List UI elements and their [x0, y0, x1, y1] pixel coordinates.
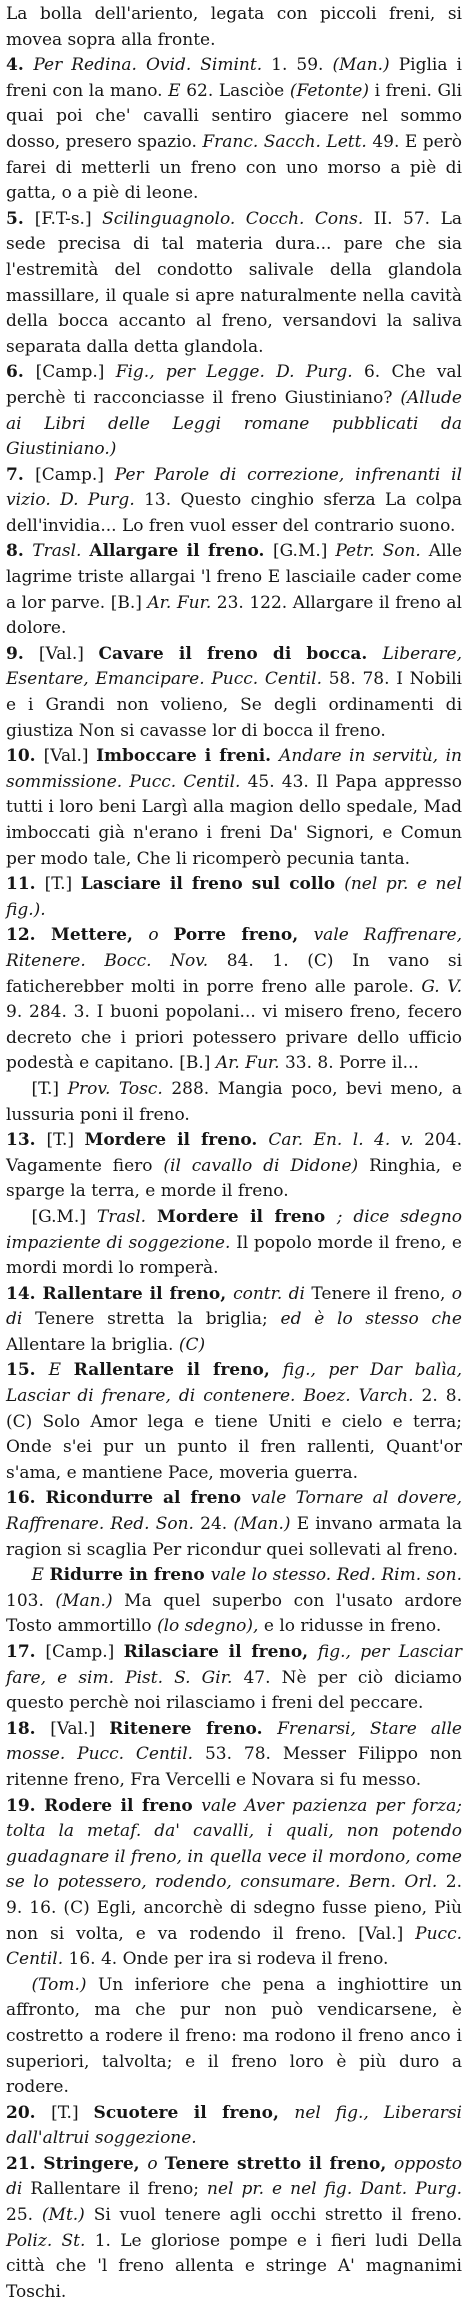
italic-text: Per Parole di correzione, infrenanti il vizio. D. Purg. — [6, 464, 462, 511]
entry-14-rallentare — [6, 1282, 462, 1359]
italic-text: Petr. Son. — [335, 541, 429, 562]
entry-text: II. 57. La sede precisa di tal materia dura... pare che sia l'estremità del condotto salivale della glandola massillare, il quale si apre naturalmente nella cavità della bocca accanto al freno, versandovi la saliva separata dalla detta glandola. — [6, 208, 462, 357]
italic-text: Trasl. — [96, 1206, 158, 1227]
entry-headword: 18. — [6, 1718, 51, 1739]
entry-text: 288. Mangia poco, bevi meno, a lussuria poni il freno. — [6, 1078, 462, 1125]
entry-13-trasl — [6, 1205, 462, 1282]
italic-text: (Tom.) — [31, 1974, 98, 1995]
entry-text: 16. 4. Onde per ira si rodeva il freno. — [68, 1949, 389, 1970]
entry-20-scuotere — [6, 2101, 462, 2152]
italic-text: (lo sdegno), — [156, 1616, 264, 1637]
italic-text: Poliz. St. — [6, 2230, 95, 2251]
entry-text: [Camp.] — [35, 464, 115, 485]
entry-text: [T.] — [46, 1130, 85, 1151]
entry-headword: Mordere il freno. — [84, 1130, 269, 1151]
entry-text: Ma quel superbo con l'usato ardore Tosto ammortillo — [6, 1590, 462, 1637]
entry-text: Rallentare il freno; — [30, 2179, 208, 2200]
italic-text: (Man.) — [332, 55, 399, 76]
entry-text: [Val.] — [43, 746, 97, 767]
entry-headword: Allargare il freno. — [89, 541, 273, 562]
entry-text: 2. 9. 16. (C) Egli, ancorchè di sdegno fusse pieno, Più non si volta, e va rodendo il freno. [Val.] — [6, 1872, 462, 1944]
entry-text: [Val.] — [38, 643, 99, 664]
entry-headword: Imboccare i freni. — [96, 746, 280, 767]
entry-headword: 5. — [6, 208, 35, 229]
entry-6-legge — [6, 360, 462, 462]
italic-text: contr. di — [233, 1283, 312, 1304]
entry-headword: 17. — [6, 1642, 46, 1662]
italic-text: Prov. Tosc. — [67, 1078, 172, 1099]
entry-text: i freni. Gli quai poi che' cavalli sentiro giacere nel sommo dosso, presero spazio. — [6, 80, 462, 152]
italic-text: Car. En. l. 4. v. — [268, 1130, 425, 1151]
italic-text: Liberare, Esentare, Emancipare. Pucc. Centil. — [6, 643, 462, 690]
entry-12-proverb — [6, 1077, 462, 1128]
entry-text: 62. Lasciòe — [186, 80, 290, 101]
entry-headword: 11. — [6, 874, 45, 895]
italic-text: (il cavallo di Didone) — [163, 1155, 370, 1176]
entry-headword: 20. — [6, 2102, 52, 2123]
entry-19-tom — [6, 1973, 462, 2101]
entry-text: 45. 43. Il Papa appresso tutti i loro beni Largì alla magion dello spedale, Mad imboccati già n'erano i freni Da' Signori, e Comun per modo tale, Che li ricomperò pecunia tanta. — [6, 771, 462, 869]
entry-text: [Camp.] — [35, 362, 116, 383]
entry-9-cavare — [6, 642, 462, 744]
italic-text: Ar. Fur. — [147, 592, 217, 613]
entry-text: Un inferiore che pena a inghiottire un affronto, ma che pur non può vendicarsene, è costretto a rodere il freno: ma rodono il freno anco i superiori, talvolta; e il freno loro è più duro a rodere. — [6, 1974, 462, 2098]
entry-headword: 4. — [6, 55, 34, 76]
italic-text: fig., per Lasciar fare, e sim. Pist. S. Gir. — [6, 1642, 463, 1688]
entry-headword: Tenere stretto il freno, — [164, 2153, 394, 2174]
italic-text: ; dice sdegno impaziente di soggezione. — [6, 1206, 463, 1253]
entry-headword: Porre freno, — [173, 925, 314, 946]
entry-text: [T.] — [51, 2102, 94, 2123]
italic-text: o — [148, 925, 174, 946]
entry-8-allargare — [6, 539, 462, 641]
entry-text: Allentare la briglia. — [6, 1334, 179, 1355]
entry-text: Alle lagrime triste allargai 'l freno E lasciaile cader come a lor parve. [B.] — [6, 541, 463, 613]
entry-text: 49. E però farei di metterli un freno con uno morso a piè di gatta, o a piè di leone. — [6, 131, 463, 204]
italic-text: Pucc. Centil. — [6, 1923, 462, 1970]
entry-text: [G.M.] — [31, 1206, 97, 1227]
entry-headword: 9. — [6, 643, 39, 664]
entry-16-ridurre — [6, 1563, 462, 1640]
entry-17-rilasciare — [6, 1640, 462, 1717]
entry-text: Tenere il freno, — [311, 1283, 452, 1304]
entry-10-imboccare — [6, 744, 462, 872]
entry-headword: 21. Stringere, — [6, 2153, 148, 2174]
italic-text: nel pr. e nel fig. Dant. Purg. — [207, 2179, 463, 2200]
entry-4-redina — [6, 53, 462, 207]
entry-19-rodere — [6, 1794, 462, 1973]
entry-text: 25. — [6, 2205, 42, 2226]
entry-headword: 15. — [6, 1360, 49, 1381]
entry-continuation — [6, 2, 462, 53]
entry-text: 204. Vagamente fiero — [6, 1130, 463, 1176]
italic-text: Fig., per Legge. D. Purg. — [115, 362, 364, 383]
entry-text: 2. 8. (C) Solo Amor lega e tiene Uniti e cielo e terra; Onde s'ei pur un punto il fren rallenti, Quant'or s'ama, e mantiene Pace, moveria guerra. — [6, 1386, 463, 1483]
italic-text: o di — [6, 1283, 463, 1330]
italic-text: fig., per Dar balìa, Lasciar di frenare, di contenere. Boez. Varch. — [6, 1360, 462, 1407]
entry-text: [T.] — [31, 1078, 68, 1099]
italic-text: (Mt.) — [41, 2205, 94, 2226]
italic-text: Franc. Sacch. Lett. — [202, 131, 373, 152]
italic-text: vale Tornare al dovere, Raffrenare. Red. Son. — [6, 1488, 463, 1535]
entry-text: 1. Le gloriose pompe e i fieri ludi Della città che 'l freno allenta e stringe A' magnanimi Toschi. — [6, 2230, 462, 2302]
entry-headword: 16. Ricondurre al freno — [6, 1488, 252, 1509]
italic-text: Per Redina. Ovid. Simint. — [33, 55, 272, 76]
entry-headword: 19. Rodere il freno — [6, 1795, 202, 1816]
entry-headword: 7. — [6, 464, 36, 485]
italic-text: (C) — [178, 1334, 206, 1355]
entry-text: Si vuol tenere agli occhi stretto il freno. — [93, 2205, 462, 2226]
entry-text: 6. Che val perchè ti racconciasse il freno Giustiniano? — [6, 362, 462, 408]
entry-12-mettere — [6, 923, 462, 1077]
entry-text: Ringhia, e sparge la terra, e morde il freno. — [6, 1155, 462, 1202]
italic-text: Frenarsi, Stare alle mosse. Pucc. Centil. — [6, 1718, 462, 1765]
italic-text: vale Aver pazienza per forza; tolta la metaf. da' cavalli, i quali, non potendo guadagnare il freno, in quella vece il mordono, come se lo potessero, rodendo, consumare. Bern. Orl. — [6, 1795, 462, 1893]
entry-headword: 14. Rallentare il freno, — [6, 1283, 234, 1304]
italic-text: ed è lo stesso che — [280, 1309, 462, 1330]
entry-21-stringere — [6, 2152, 462, 2305]
entry-11-lasciare — [6, 872, 462, 923]
entry-text: 24. — [200, 1514, 234, 1535]
italic-text: Scilinguagnolo. Cocch. Cons. — [102, 208, 374, 229]
entry-headword: Mordere il freno — [157, 1206, 337, 1227]
italic-text: E — [48, 1360, 74, 1381]
entry-13-mordere — [6, 1128, 462, 1205]
entry-text: 58. 78. I Nobili e i Grandi non volieno, Se degli ordinamenti di giustiza Non si cavasse lor di bocca il freno. — [6, 669, 462, 741]
italic-text: (nel pr. e nel fig.). — [6, 874, 463, 920]
entry-text: 53. 78. Messer Filippo non ritenne freno, Fra Vercelli e Novara si fu messo. — [6, 1744, 462, 1790]
entry-text: 9. 284. 3. I buoni popolani... vi misero freno, fecero decreto che i priori potessero privare dello ufficio podestà e capitano. [B.] — [6, 1002, 462, 1074]
entry-text: Il popolo morde il freno, e mordi mordi lo romperà. — [6, 1232, 462, 1279]
entry-text: 103. — [6, 1590, 56, 1611]
entry-text: [Camp.] — [45, 1642, 124, 1662]
entry-text: Piglia i freni con la mano. — [6, 55, 462, 101]
entry-text: Tenere stretta la briglia; — [35, 1309, 281, 1330]
italic-text: vale lo stesso. Red. Rim. son. — [210, 1565, 462, 1586]
entry-text: 1. 59. — [271, 55, 333, 76]
italic-text: opposto di — [6, 2153, 463, 2200]
entry-headword: 8. — [6, 541, 33, 562]
italic-text: Andare in servitù, in sommissione. Pucc. Centil. — [6, 746, 462, 792]
italic-text: o — [147, 2153, 165, 2174]
italic-text: Ar. Fur. — [215, 1053, 285, 1074]
entry-text: [Val.] — [50, 1718, 110, 1739]
entry-headword: Scuotere il freno, — [93, 2102, 295, 2123]
entry-headword: Rilasciare il freno, — [123, 1642, 318, 1662]
entry-headword: Cavare il freno di bocca. — [98, 643, 383, 664]
entry-headword: Rallentare il freno, — [73, 1360, 283, 1381]
italic-text: E — [31, 1565, 50, 1586]
entry-16-ricondurre — [6, 1486, 462, 1563]
entry-text: [F.T-s.] — [34, 208, 103, 229]
entry-headword: Ritenere freno. — [109, 1718, 278, 1739]
italic-text: (Fetonte) — [289, 80, 375, 101]
entry-text: 47. Nè per ciò diciamo questo perchè noi rilasciamo i freni del peccare. — [6, 1667, 462, 1714]
entry-text: 84. 1. (C) In vano si faticherebber molti in porre freno alle parole. — [6, 950, 463, 997]
entry-headword: 6. — [6, 362, 36, 383]
entry-15-rallentare-fig — [6, 1358, 462, 1486]
entry-headword: 10. — [6, 746, 44, 767]
italic-text: Trasl. — [32, 541, 90, 562]
entry-headword: Ridurre in freno — [49, 1565, 211, 1586]
italic-text: (Man.) — [233, 1514, 297, 1535]
entry-7-correzione — [6, 463, 462, 540]
entry-text: 13. Questo cinghio sferza La colpa dell'invidia... Lo fren vuol esser del contrario suono. — [6, 490, 462, 536]
entry-text: 33. 8. Porre il... — [284, 1053, 419, 1074]
italic-text: vale Raffrenare, Ritenere. Bocc. Nov. — [6, 925, 462, 971]
entry-headword: Lasciare il freno sul collo — [80, 874, 345, 895]
italic-text: (Allude ai Libri delle Leggi romane pubblicati da Giustiniano.) — [6, 387, 462, 460]
entry-18-ritenere — [6, 1717, 462, 1794]
entry-text: La bolla dell'ariento, legata con piccoli freni, si movea sopra alla fronte. — [6, 4, 462, 50]
italic-text: (Man.) — [55, 1590, 125, 1611]
italic-text: nel fig., Liberarsi dall'altrui soggezione. — [6, 2102, 462, 2149]
entry-text: E invano armata la ragion si scaglia Per ricondur quei sollevati al freno. — [6, 1514, 462, 1560]
entry-text: [G.M.] — [272, 541, 336, 562]
entry-text: 23. 122. Allargare il freno al dolore. — [6, 592, 462, 639]
entry-text: e lo ridusse in freno. — [263, 1616, 442, 1637]
italic-text: E — [168, 80, 187, 101]
italic-text: G. V. — [421, 976, 462, 997]
entry-headword: 12. Mettere, — [6, 925, 149, 946]
entry-5-scilinguagnolo — [6, 207, 462, 361]
entry-headword: 13. — [6, 1130, 47, 1151]
entry-text: [T.] — [44, 874, 81, 895]
